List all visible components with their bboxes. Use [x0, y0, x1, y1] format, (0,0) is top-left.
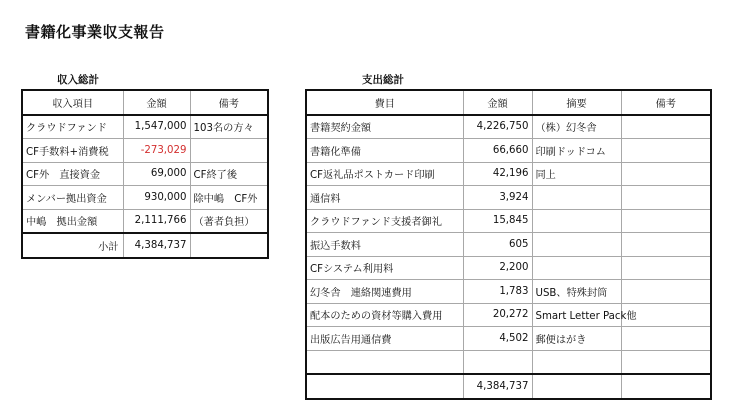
income-subtotal-amount: 4,384,737	[123, 233, 190, 258]
income-header-note: 備考	[190, 90, 268, 115]
expense-amount: 1,783	[463, 280, 532, 304]
expense-note	[621, 139, 711, 163]
income-row	[22, 115, 268, 139]
expense-header-note: 備考	[621, 90, 711, 115]
income-subtotal-row	[22, 233, 268, 258]
expense-item: 配本のための資材等購入費用	[306, 303, 463, 327]
expense-row	[306, 233, 711, 257]
expense-summary: 同上	[532, 162, 621, 186]
expense-summary	[532, 186, 621, 210]
income-header-amount: 金額	[123, 90, 190, 115]
income-amount: 2,111,766	[123, 209, 190, 233]
income-note: 除中嶋 CF外	[190, 186, 268, 210]
expense-item	[306, 350, 463, 374]
expense-note	[621, 327, 711, 351]
expense-row	[306, 139, 711, 163]
income-note: （著者負担）	[190, 209, 268, 233]
income-amount: 930,000	[123, 186, 190, 210]
expense-row	[306, 280, 711, 304]
expense-item: 書籍化準備	[306, 139, 463, 163]
income-row	[22, 186, 268, 210]
expense-header-row	[306, 90, 711, 115]
expense-row	[306, 186, 711, 210]
expense-note	[621, 256, 711, 280]
expense-summary	[532, 209, 621, 233]
expense-row	[306, 162, 711, 186]
expense-amount: 2,200	[463, 256, 532, 280]
expense-item: 幻冬舎 連絡関連費用	[306, 280, 463, 304]
expense-header-amount: 金額	[463, 90, 532, 115]
income-table	[21, 89, 269, 259]
expense-note	[621, 233, 711, 257]
expense-note	[621, 162, 711, 186]
expense-amount	[463, 350, 532, 374]
income-item: メンバー拠出資金	[22, 186, 123, 210]
income-row	[22, 162, 268, 186]
expense-total-row	[306, 374, 711, 399]
expense-item: CF返礼品ポストカード印刷	[306, 162, 463, 186]
expense-summary	[532, 233, 621, 257]
expense-amount: 4,226,750	[463, 115, 532, 139]
expense-amount: 20,272	[463, 303, 532, 327]
income-row	[22, 209, 268, 233]
expense-summary: 印刷ドッドコム	[532, 139, 621, 163]
expense-amount: 605	[463, 233, 532, 257]
income-header-row	[22, 90, 268, 115]
page-title: 書籍化事業収支報告	[25, 23, 165, 41]
income-note: CF終了後	[190, 162, 268, 186]
expense-item: CFシステム利用料	[306, 256, 463, 280]
expense-header-summary: 摘要	[532, 90, 621, 115]
expense-item: 通信料	[306, 186, 463, 210]
expense-table	[305, 89, 712, 400]
expense-summary: Smart Letter Pack他	[532, 303, 621, 327]
expense-summary: 郵便はがき	[532, 327, 621, 351]
expense-amount: 4,502	[463, 327, 532, 351]
expense-summary: （株）幻冬舎	[532, 115, 621, 139]
expense-item: 振込手数料	[306, 233, 463, 257]
expense-amount: 42,196	[463, 162, 532, 186]
expense-section-title: 支出総計	[362, 74, 404, 86]
income-item: クラウドファンド	[22, 115, 123, 139]
expense-amount: 3,924	[463, 186, 532, 210]
expense-amount: 66,660	[463, 139, 532, 163]
income-header-item: 収入項目	[22, 90, 123, 115]
income-item: 中嶋 拠出金額	[22, 209, 123, 233]
income-amount: 69,000	[123, 162, 190, 186]
income-item: CF手数料+消費税	[22, 139, 123, 163]
income-note	[190, 139, 268, 163]
expense-header-item: 費目	[306, 90, 463, 115]
income-subtotal-note	[190, 233, 268, 258]
expense-row	[306, 209, 711, 233]
expense-summary	[532, 256, 621, 280]
expense-total-amount: 4,384,737	[463, 374, 532, 399]
income-item: CF外 直接資金	[22, 162, 123, 186]
expense-summary: USB、特殊封筒	[532, 280, 621, 304]
expense-note	[621, 115, 711, 139]
expense-row	[306, 327, 711, 351]
expense-note	[621, 280, 711, 304]
expense-row	[306, 350, 711, 374]
expense-amount: 15,845	[463, 209, 532, 233]
expense-note	[621, 350, 711, 374]
expense-item: クラウドファンド支援者御礼	[306, 209, 463, 233]
expense-note	[621, 186, 711, 210]
income-amount: 1,547,000	[123, 115, 190, 139]
income-amount: -273,029	[123, 139, 190, 163]
expense-row	[306, 115, 711, 139]
expense-total-note	[621, 374, 711, 399]
expense-total-label	[306, 374, 463, 399]
expense-row	[306, 256, 711, 280]
expense-item: 出版広告用通信費	[306, 327, 463, 351]
income-note: 103名の方々	[190, 115, 268, 139]
expense-note	[621, 209, 711, 233]
income-subtotal-label: 小計	[22, 233, 123, 258]
income-section-title: 収入総計	[57, 74, 99, 86]
expense-row	[306, 303, 711, 327]
expense-summary	[532, 350, 621, 374]
expense-total-summary	[532, 374, 621, 399]
expense-item: 書籍契約金額	[306, 115, 463, 139]
income-row	[22, 139, 268, 163]
